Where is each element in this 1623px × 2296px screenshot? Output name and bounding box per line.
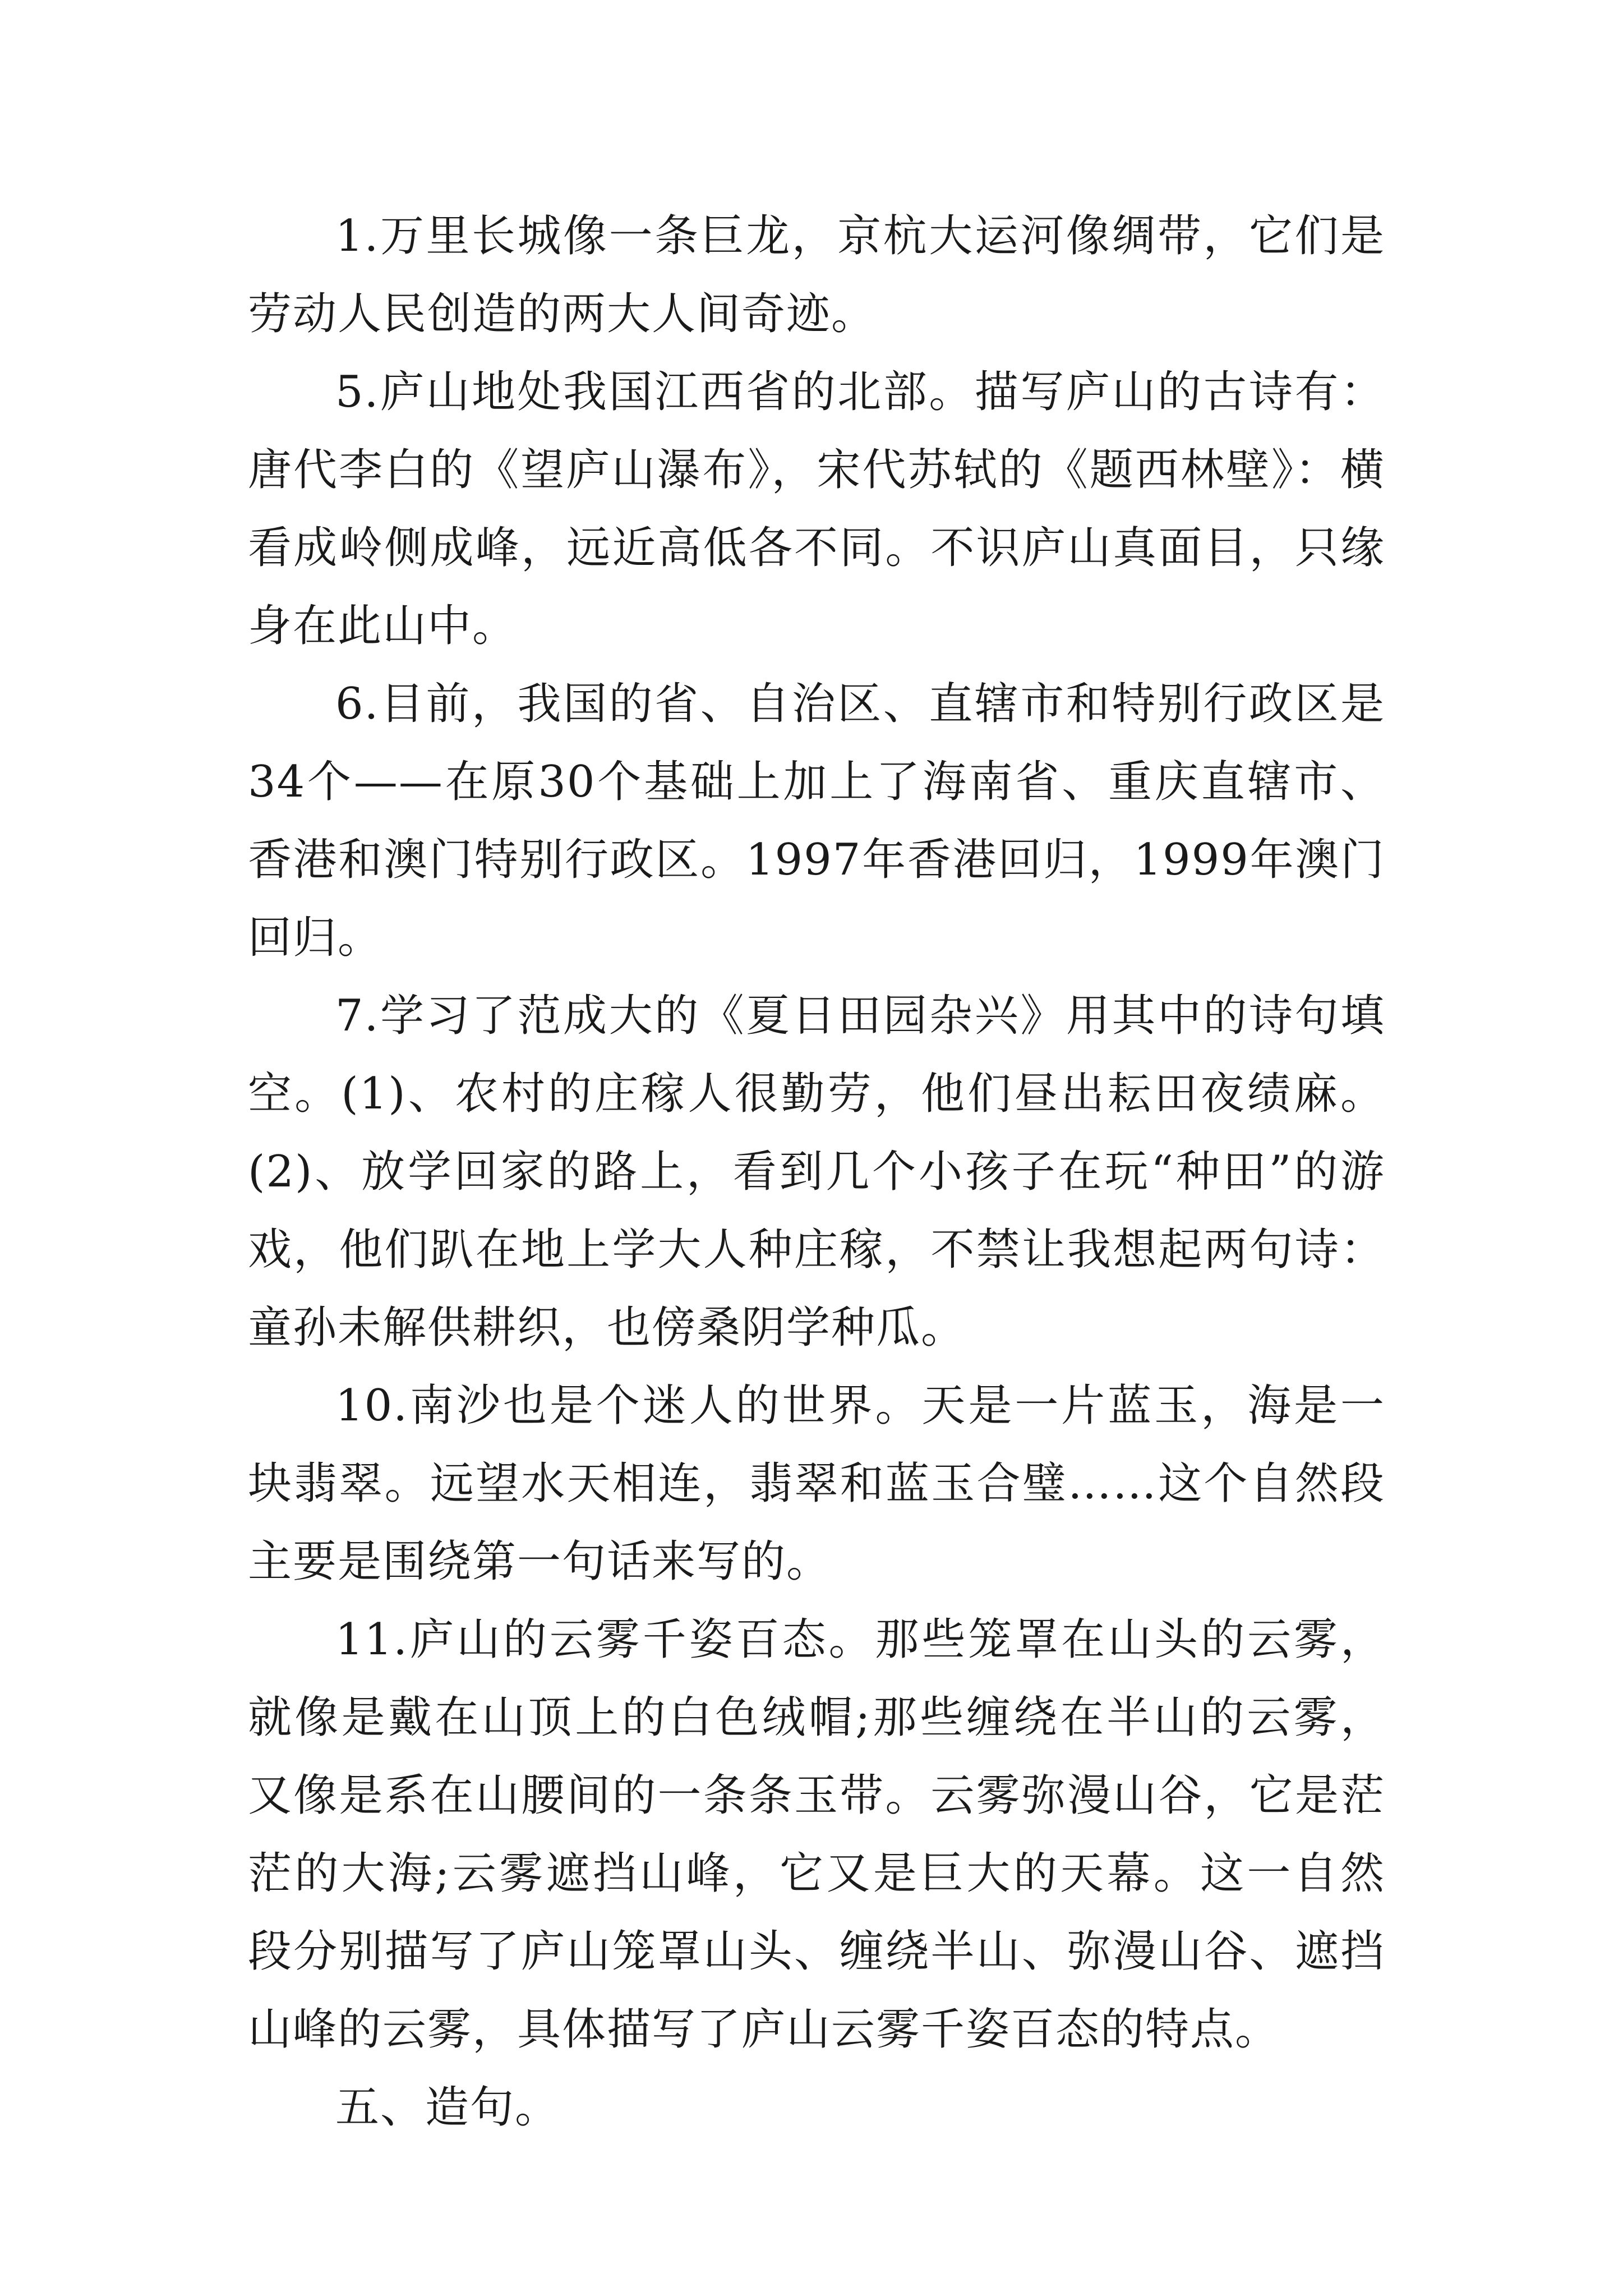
- paragraph-item-6: 6.目前，我国的省、自治区、直辖市和特别行政区是34个——在原30个基础上加上了海南省、重庆直辖市、香港和澳门特别行政区。1997年香港回归，1999年澳门回归。: [248, 679, 1385, 963]
- paragraph-item-1: 1.万里长城像一条巨龙，京杭大运河像绸带，它们是劳动人民创造的两大人间奇迹。: [248, 211, 1385, 339]
- paragraph-item-5: 5.庐山地处我国江西省的北部。描写庐山的古诗有：唐代李白的《望庐山瀑布》，宋代苏轼的《题西林壁》：横看成岭侧成峰，远近高低各不同。不识庐山真面目，只缘身在此山中。: [248, 367, 1385, 651]
- paragraph-item-10: 10.南沙也是个迷人的世界。天是一片蓝玉，海是一块翡翠。远望水天相连，翡翠和蓝玉合璧……这个自然段主要是围绕第一句话来写的。: [248, 1381, 1385, 1587]
- paragraph-item-11: 11.庐山的云雾千姿百态。那些笼罩在山头的云雾，就像是戴在山顶上的白色绒帽;那些缠绕在半山的云雾，又像是系在山腰间的一条条玉带。云雾弥漫山谷，它是茫茫的大海;云雾遮挡山峰，它又是巨大的天幕。这一自然段分别描写了庐山笼罩山头、缠绕半山、弥漫山谷、遮挡山峰的云雾，具体描写了庐山云雾千姿百态的特点。: [248, 1614, 1385, 2055]
- section-heading-sentence-making: 五、造句。: [335, 2082, 560, 2133]
- paragraph-item-7: 7.学习了范成大的《夏日田园杂兴》用其中的诗句填空。(1)、农村的庄稼人很勤劳，他们昼出耘田夜绩麻。(2)、放学回家的路上，看到几个小孩子在玩“种田”的游戏，他们趴在地上学大人种庄稼，不禁让我想起两句诗：童孙未解供耕织，也傍桑阴学种瓜。: [248, 991, 1385, 1353]
- document-body: [248, 197, 1385, 2147]
